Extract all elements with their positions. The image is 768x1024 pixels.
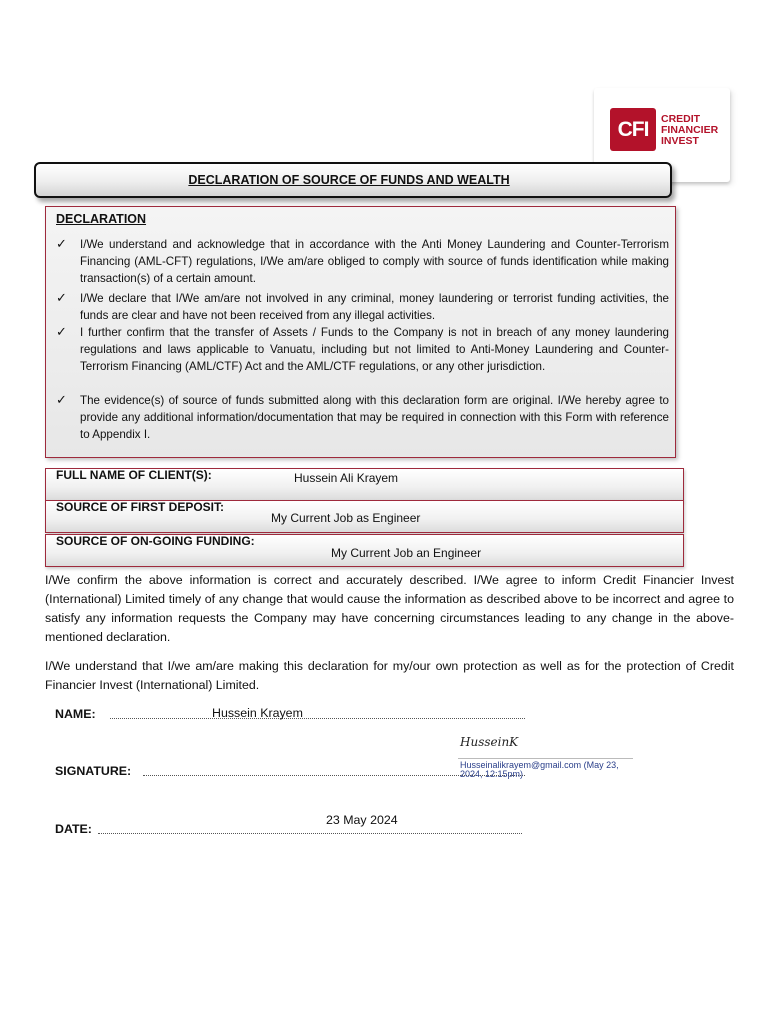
check-icon: ✓ xyxy=(56,236,67,251)
declaration-item: I further confirm that the transfer of Assets / Funds to the Company is not in breach of any money laundering regulations and laws applicable to Vanuatu, including but not limited to Anti-Money Laundering and Counter-Terrorism Financing (AML/CTF) Act and the AML/CTF regulations, or any other jurisdiction. xyxy=(80,326,669,373)
signature-stamp-time: 2024, 12:15pm) xyxy=(460,769,524,779)
name-value[interactable]: Hussein Krayem xyxy=(212,706,303,720)
logo-line-1: CREDIT xyxy=(661,113,701,125)
signature-stamp xyxy=(460,761,619,779)
declaration-heading: DECLARATION xyxy=(56,212,147,226)
logo-line-3: INVEST xyxy=(661,135,699,147)
date-value[interactable]: 23 May 2024 xyxy=(326,813,398,827)
check-icon: ✓ xyxy=(56,290,67,305)
cfi-logo-text xyxy=(661,114,718,147)
date-line xyxy=(98,833,522,834)
declaration-item: I/We declare that I/We am/are not involved in any criminal, money laundering or terrorist funding activities, the funds are clear and have not been received from any illegal activities. xyxy=(80,292,669,322)
date-label: DATE: xyxy=(55,822,92,836)
declaration-item: The evidence(s) of source of funds submitted along with this declaration form are original. I/We hereby agree to provide any additional information/documentation that may be required in connection with this Form with reference to Appendix I. xyxy=(80,394,669,441)
confirm-paragraph: I/We confirm the above information is correct and accurately described. I/We agree to inform Credit Financier Invest (International) Limited timely of any change that would cause the information as described above to be incorrect and agree to satisfy any information requests the Company may have concerning circumstances leading to any change in the above-mentioned declaration. xyxy=(45,573,734,644)
declaration-item: I/We understand and acknowledge that in accordance with the Anti Money Laundering and Counter-Terrorism Financing (AML-CFT) regulations, I/We am/are obliged to comply with source of funds identification while making transaction(s) of a certain amount. xyxy=(80,238,669,285)
signature-divider xyxy=(458,758,633,759)
client-name-label: FULL NAME OF CLIENT(S): xyxy=(56,468,212,482)
ongoing-funding-label: SOURCE OF ON-GOING FUNDING: xyxy=(56,534,255,548)
signature-stamp-email: Husseinalikrayem@gmail.com (May 23, xyxy=(460,760,619,770)
title-bar xyxy=(34,162,672,198)
logo-line-2: FINANCIER xyxy=(661,124,719,136)
page-title: DECLARATION OF SOURCE OF FUNDS AND WEALTH xyxy=(188,173,510,187)
cfi-logo-mark: CFI xyxy=(610,108,656,151)
name-label: NAME: xyxy=(55,707,96,721)
name-line xyxy=(110,718,525,719)
understand-paragraph: I/We understand that I/we am/are making this declaration for my/our own protection as well as for the protection of Credit Financier Invest (International) Limited. xyxy=(45,659,734,692)
ongoing-funding-value[interactable]: My Current Job an Engineer xyxy=(331,546,482,560)
client-name-value[interactable]: Hussein Ali Krayem xyxy=(294,471,399,485)
signature-label: SIGNATURE: xyxy=(55,764,132,778)
signature-script: HusseinK xyxy=(460,735,519,749)
check-icon: ✓ xyxy=(56,324,67,339)
first-deposit-label: SOURCE OF FIRST DEPOSIT: xyxy=(56,500,225,514)
first-deposit-value[interactable]: My Current Job as Engineer xyxy=(271,511,421,525)
check-icon: ✓ xyxy=(56,392,67,407)
